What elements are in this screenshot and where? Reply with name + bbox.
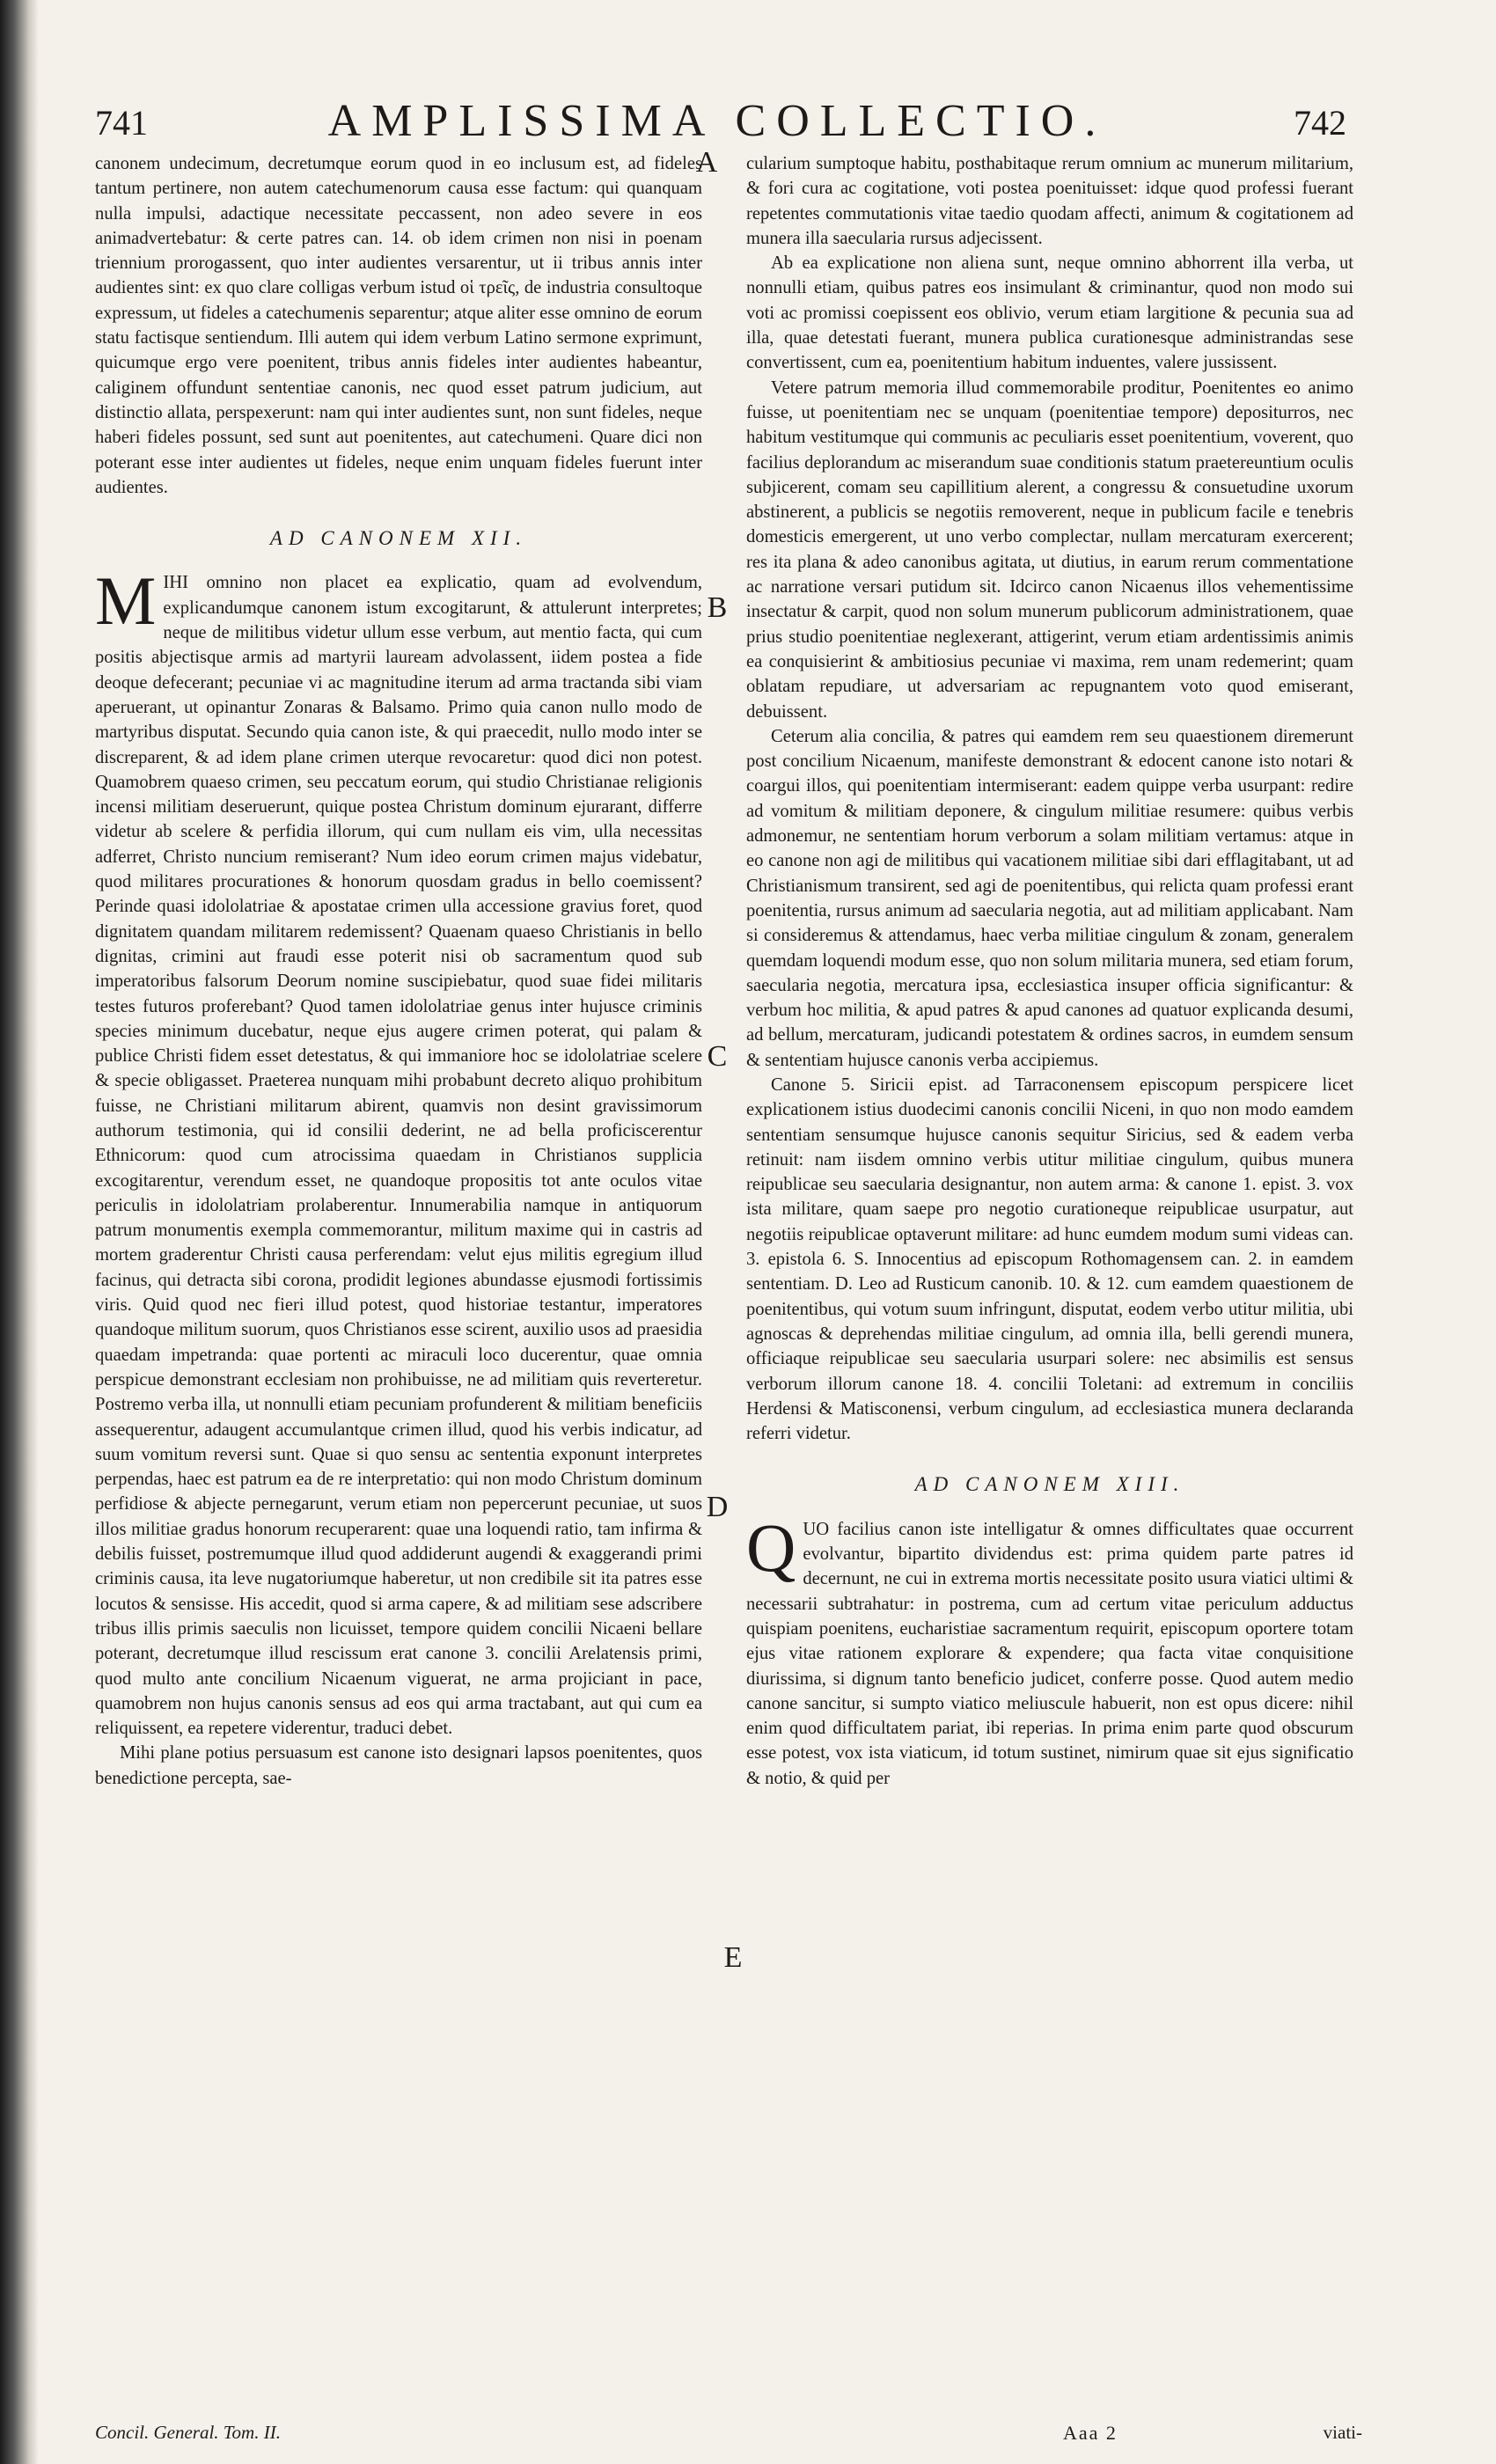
paragraph: [95, 562, 702, 1741]
page-footer: [95, 2422, 1362, 2457]
paragraph: Ceterum alia concilia, & patres qui eamdem rem seu quaestionem diremerunt post concilium Nicaenum, manifeste demonstrant & edocent canone isto notari & coargui illos, qui poenitentiam intermiserant: eadem quippe verba usurpant: redire ad vomitum & militiam deponere, & cingulum militiae resumere: quibus verbis admonemur, ne sententiam horum verborum a solam militiam vertamus: atque in eo canone non agi de militibus qui vacationem militiae sibi dari efflagitabant, ut ad Christianismum transirent, sed agi de poenitentibus, qui relicta quam professi erant poenitentia, rursus animum ad saecularia negotia, aut ad militiam applicabant. Nam si consideremus & attendamus, haec verba militiae cingulum & zonam, generalem quemdam loquendi modum esse, quo non solum militaria munera, sed etiam forum, saecularia negotia, mercatura ipsa, ecclesiastica insuper officia significantur: & verbum hoc militia, & apud patres & apud canones ad quatuor explicanda desumi, ad bellum, mercaturam, judicandi potestatem & ordines sacros, in eumdem sensum & sententiam hujusce canonis verba accipiemus.: [746, 726, 1353, 1070]
drop-cap: M: [95, 562, 157, 640]
quire-mark: Aaa 2: [1063, 2422, 1118, 2444]
paragraph-text: IHI omnino non placet ea explicatio, quam ad evolvendum, explicandumque canonem istum excogitarunt, & attulerunt interpretes; neque de militibus videtur ullum esse verbum, aut mentio facta, qui cum positis abjectisque armis ad martyrii lauream advolassent, iidem postea a fide deoque defecerant; pecuniae vi ac magnitudine iterum ad arma tractanda sibi viam aperuerant, ut opinantur Zonaras & Balsamo. Primo quia canon nullo modo de martyribus disputat. Secundo quia canon iste, & qui praecedit, nullo modo inter se discreparent, & ad idem plane crimen uterque revocaretur: quod dici non potest. Quamobrem quaeso crimen, seu peccatum eorum, qui studio Christianae religionis incensi militiam deseruerunt, quique postea Christum dominum ejurarant, differre videtur ab scelere & perfidia illorum, qui cum nullam eis vim, ulla necessitas adferret, Christo nuncium remiserant? Num ideo eorum crimen majus videbatur, quod militares procurationes & honorum quosdam gradus in bello coemissent? Perinde quasi idololatriae & apostatae crimen ulla accessione gravius foret, quod dignitatem quandam militarem redemissent? Quaenam quaeso Christianis in bello dignitas, crimini aut fraudi esse poterit nisi ob sacramentum quod sub imperatoribus falsorum Deorum nomine suscipiebatur, quod suae fidei militaris testes futuros proferebant? Quod tamen idololatriae genus inter hujusce criminis species minimum ducebatur, neque ejus augere crimen poterat, qui palam & publice Christi fidem esset detestatus, & qui immaniore hoc se idololatriae scelere & specie obligasset. Praeterea nunquam mihi probabunt decreto aliquo prohibitum fuisse, ne Christiani militarum abirent, quamvis non desint gravissimorum authorum testimonia, qui id consilii dederint, ne ad bella proficiscerentur Ethnicorum: quod cum atrocissima quaedam in Christianos supplicia excogitarentur, verendum esset, ne quandoque propositis tot ante oculos vitae periculis in idololatriam prolaberentur. Innumerabilia namque in antiquorum patrum monumentis exempla commemorantur, militum maxime qui in castris ad mortem graderentur Christi causa perferendam: velut ejus militis egregium illud facinus, qui detracta sibi corona, prodidit legiones abundasse ejusmodi fortissimis viris. Quid quod nec fieri illud potest, quod historiae testantur, imperatores quandoque militum suorum, quos Christianos esse scirent, auxilio usos ad praesidia quaedam impetranda: quae portenti ac miraculi loco ducerentur, quae omnia perspicue demonstrant ecclesiam non prohibuisse, ne ad militiam quis reverteretur. Postremo verba illa, ut nonnulli etiam pecuniam profunderent & militiam beneficiis assequerentur, adaugent accumulantque crimen illud, quod his verbis indicatur, ad suum vomitum reversi sunt. Quae si quo sensu ac sententia exponunt interpretes perpendas, haec est patrum ea de re interpretatio: qui non modo Christum dominum perfidiose & abjecte pernegarunt, verum etiam non pepercerunt pecuniae, ut suos illos militiae gradus honorum recuperarent: quae una loquendi ratio, tam infirma & debilis fuisset, postremumque illud quod addiderunt augendi & exaggerandi primi criminis causa, ita leve nugatoriumque haberetur, ut non credibile sit ita patres esse locutos & sensisse. His accedit, quod si arma capere, & ad militiam sese adscribere tribus illis primis saeculis non licuisset, tempore quidem concilii Nicaeni bellare poterant, decretumque illud rescissum erat canone 3. concilii Arelatensis primi, quod multo ante concilium Nicaenum viguerat, ne arma projiciant in pace, quamobrem non hujus canonis sensus ad eos qui arma tractabant, aut qui cum ea reliquissent, ea repetere viderentur, traduci debet.: [95, 573, 702, 1739]
section-heading: AD CANONEM XIII.: [914, 1473, 1185, 1496]
catchword: viati-: [1323, 2422, 1362, 2443]
paragraph: Canone 5. Siricii epist. ad Tarraconensem episcopum perspicere licet explicationem istius duodecimi canonis concilii Niceni, in quo non modo eamdem sententiam sensumque hujusce canonis sequitur Siricius, sed & eadem verba retinuit: nam iisdem omnino verbis utitur militiae cingulum, quibus munera reipublicae seu saecularia designantur, non autem arma: & canone 1. epist. 3. vox ista militare, quam saepe pro negotio curationeque reipublicae usurpatur, aut negotiis reipublicae optaverunt militare: ad hunc eumdem modum sumi videas can. 3. epistola 6. S. Innocentius ad episcopum Rothomagensem can. 2. in eamdem sententiam. D. Leo ad Rusticum canonib. 10. & 12. cum eamdem quaestionem de poenitentibus, qui votum suum infringunt, disputat, eodem verbo utitur militia, ubi agnoscas & deprehendas militiae cingulum, ad omnia illa, belli gerendi munera, officiaque reipublicae seu saecularia usurpari solere: nec absimilis est sensus verborum illorum canone 18. 4. concilii Toletani: ad extremum in conciliis Herdensi & Matisconensi, verbum cingulum, ad ecclesiastica munera declaranda referri videtur.: [746, 1074, 1353, 1444]
paragraph: [746, 1508, 1353, 1791]
running-header: [88, 95, 1346, 148]
paragraph: Vetere patrum memoria illud commemorabile proditur, Poenitentes eo animo fuisse, ut poenitentiam nec se unquam (poenitentiae tempore) depositurros, nec habitum vestitumque qui communis ac peculiaris esset poenitentium, voverent, quo facilius deplorandum ac miserandum suae conditionis statum praetereuntium oculis subjicerent, comam seu capillitium alerent, a congressu & consuetudine uxorum abstinerent, a publicis se negotiis removerent, neque in publicum facile e tenebris domesticis emergerent, ut uno verbo complectar, nullam mercaturam exercerent; res ita plana & adeo canonibus agitata, ut diutius, in earum rerum commentatione ac narratione versari putidum sit. Idcirco canon Nicaenus illos vehementissime insectatur & carpit, quod non solum munerum publicorum administrationem, quae prius studio poenitentiae neglexerant, attigerint, verum etiam ardentissimis animis ea conquisierint & ambitiosius pecuniae vi maxima, rem unam redemerint; quam oblatam repudiare, ut adversariam ac repugnantem voto quod emiserant, debuissent.: [746, 378, 1353, 722]
right-column: [746, 151, 1353, 2413]
drop-cap: Q: [746, 1508, 796, 1586]
paragraph: Ab ea explicatione non aliena sunt, neque omnino abhorrent illa verba, ut nonnulli etiam, quibus patres eos insimulant & criminantur, quod non modo sui voti ac promissi coepissent eos oblivio, verum etiam largitione & pecunia sua ad illa, quae detestati fuerant, munera publica curationesque administrandas sese convertissent, cum ea, poenitentium habitum induentes, valere jussissent.: [746, 253, 1353, 373]
paragraph-text: UO facilius canon iste intelligatur & omnes difficultates quae occurrent evolvantur, bipartito dividendus est: prima quidem parte patres id decernunt, ne cui in extrema mortis necessitate posito usura viatici ultimi & necessarii subtrahatur: in postrema, cum ad certum vitae periculum adductus quispiam poenitens, eucharistiae sacramentum requirit, episcopum oportere totam ejus vitae rationem explorare & expendere; qua facta vitae conquisitione diurissima, si dignum tanto beneficio judicet, conferre posse. Quod autem medio canone sancitur, si sumpto viatico meliuscule habuerit, non est opus dicere: nihil enim quod difficultatem pariat, ibi reperias. In prima enim parte quod obscurum esse potest, vox ista viaticum, id totum sustinet, nimirum quae sit ejus significatio & notio, & quid per: [746, 1519, 1353, 1788]
page-number-left: 741: [95, 103, 148, 143]
signature-line: Concil. General. Tom. II.: [95, 2422, 281, 2443]
margin-letter-e: E: [723, 1941, 743, 1974]
margin-letter-a: A: [695, 146, 718, 179]
page-title: AMPLISSIMA COLLECTIO.: [327, 96, 1107, 146]
left-column: [95, 151, 702, 2413]
paragraph: cularium sumptoque habitu, posthabitaque rerum omnium ac munerum militarium, & fori cura ac cogitatione, voti postea poenituisset: idque quod professi fuerant repetentes commutationis vitae taedio quodam affecti, animum & cogitationem ad munera illa saecularia rursus adjecissent.: [746, 154, 1353, 248]
binding-shadow: [0, 0, 39, 2464]
page-number-right: 742: [1294, 103, 1346, 143]
paragraph: canonem undecimum, decretumque eorum quod in eo inclusum est, ad fideles tantum pertinere, non autem catechumenorum causa esse factum: qui quanquam nulla impulsi, adactique necessitate peccassent, non adeo severe in eos animadvertebatur: & certe patres can. 14. ob idem crimen non nisi in poenam triennium prorogassent, quo inter audientes versarentur, ut ii tribus annis inter audientes sint: ex quo clare colligas verbum istud οἱ τρεῖς, de industria consultoque expressum, ut fideles a catechumenis separentur; atque aliter esse omnino de eorum statu factisque sentiendum. Illi autem qui idem verbum Latino sermone exprimunt, quicumque ergo vere poenitent, tribus annis fideles inter audientes habeantur, caliginem offundunt sententiae canonis, nec quod esset patrum judicium, aut distinctio allata, perspexerunt: nam qui inter audientes sunt, non sunt fideles, neque haberi fideles possunt, sed sunt aut poenitentes, aut catechumeni. Quare dici non poterant esse inter audientes ut fideles, neque enim unquam fideles fuerunt inter audientes.: [95, 154, 702, 497]
section-heading: AD CANONEM XII.: [269, 527, 528, 550]
margin-letter-d: D: [706, 1491, 729, 1523]
margin-letter-b: B: [707, 591, 728, 624]
paragraph: Mihi plane potius persuasum est canone isto designari lapsos poenitentes, quos benedictione percepta, sae-: [95, 1743, 702, 1788]
margin-letter-c: C: [707, 1040, 728, 1073]
